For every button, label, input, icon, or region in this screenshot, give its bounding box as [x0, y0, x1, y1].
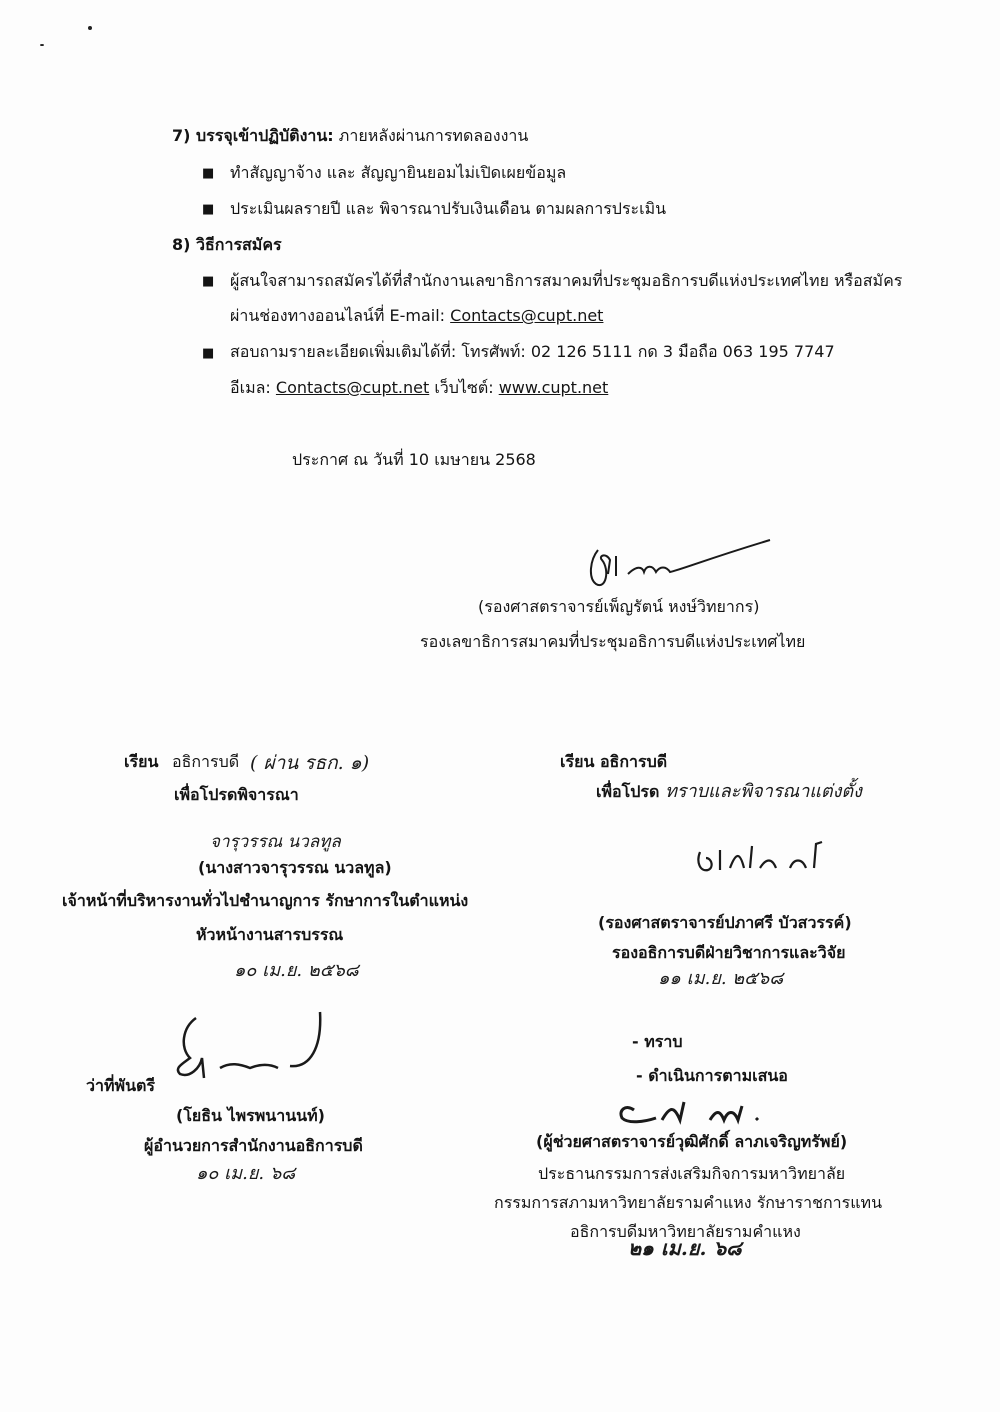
left-salutation: เรียน อธิการบดี [124, 752, 240, 771]
left-name: (นางสาวจารุวรรณ นวลทูล) [198, 858, 392, 877]
apply-line-2: ผ่านช่องทางออนไลน์ที่ E-mail: Contacts@cupt.net [230, 306, 604, 325]
announce-date: ประกาศ ณ วันที่ 10 เมษายน 2568 [292, 450, 536, 469]
apply-line-1: ผู้สนใจสามารถสมัครได้ที่สำนักงานเลขาธิการสมาคมที่ประชุมอธิการบดีแห่งประเทศไทย หรือสมัคร [230, 271, 903, 290]
signature-right [690, 832, 840, 882]
acting-name: (โยธิน ไพรพนานนท์) [176, 1106, 325, 1125]
main-signatory-title: รองเลขาธิการสมาคมที่ประชุมอธิการบดีแห่งประเทศไทย [420, 632, 806, 651]
right-name: (รองศาสตราจารย์ปภาศรี บัวสวรรค์) [598, 913, 852, 932]
website-link[interactable]: www.cupt.net [498, 378, 609, 397]
left-position-1: เจ้าหน้าที่บริหารงานทั่วไปชำนาญการ รักษาการในตำแหน่ง [62, 891, 469, 910]
right-title: รองอธิการบดีฝ่ายวิชาการและวิจัย [612, 943, 846, 962]
left-date: ๑๐ เม.ย. ๒๕๖๘ [234, 960, 359, 981]
left-handwritten-name: จารุวรรณ นวลทูล [210, 832, 341, 852]
scan-speck [40, 44, 44, 46]
decision-item-2: - ดำเนินการตามเสนอ [636, 1066, 788, 1085]
right-date: ๑๑ เม.ย. ๒๕๖๘ [658, 968, 784, 989]
acting-label: ว่าที่พันตรี [86, 1076, 155, 1095]
left-handwritten-via: ( ผ่าน รธก. ๑) [250, 752, 370, 774]
decision-title-3: อธิการบดีมหาวิทยาลัยรามคำแหง [570, 1222, 801, 1241]
left-position-2: หัวหน้างานสารบรรณ [196, 925, 344, 944]
section7-item-2: ประเมินผลรายปี และ พิจารณาปรับเงินเดือน ตามผลการประเมิน [230, 199, 667, 218]
contact-email-link[interactable]: Contacts@cupt.net [275, 378, 430, 397]
apply-email-link[interactable]: Contacts@cupt.net [450, 306, 604, 325]
acting-date: ๑๐ เม.ย. ๖๘ [196, 1163, 296, 1184]
signature-acting [160, 1008, 330, 1088]
signature-main [580, 530, 780, 600]
bullet-icon: ■ [202, 346, 215, 361]
decision-title-1: ประธานกรรมการส่งเสริมกิจการมหาวิทยาลัย [538, 1164, 846, 1183]
right-salutation: เรียน อธิการบดี [560, 752, 668, 771]
section7-item-1: ทำสัญญาจ้าง และ สัญญายินยอมไม่เปิดเผยข้อมูล [230, 163, 567, 182]
decision-title-2: กรรมการสภามหาวิทยาลัยรามคำแหง รักษาราชการแทน [494, 1193, 883, 1212]
decision-name: (ผู้ช่วยศาสตราจารย์วุฒิศักดิ์ ลาภเจริญทรัพย์) [536, 1132, 848, 1151]
right-purpose: เพื่อโปรด ทราบและพิจารณาแต่งตั้ง [596, 781, 862, 802]
scan-speck [88, 26, 92, 30]
bullet-icon: ■ [202, 166, 215, 181]
contact-line-1: สอบถามรายละเอียดเพิ่มเติมได้ที่: โทรศัพท์: 02 126 5111 กด 3 มือถือ 063 195 7747 [230, 342, 835, 361]
left-purpose: เพื่อโปรดพิจารณา [174, 785, 299, 804]
main-signatory-name: (รองศาสตราจารย์เพ็ญรัตน์ หงษ์วิทยากร) [478, 597, 760, 616]
bullet-icon: ■ [202, 202, 215, 217]
decision-item-1: - ทราบ [632, 1032, 683, 1051]
section7-heading: 7) บรรจุเข้าปฏิบัติงาน: ภายหลังผ่านการทดลองงาน [172, 126, 529, 145]
contact-line-2: อีเมล: Contacts@cupt.net เว็บไซต์: www.cupt.net [230, 378, 609, 397]
section8-heading: 8) วิธีการสมัคร [172, 235, 282, 254]
acting-title: ผู้อำนวยการสำนักงานอธิการบดี [144, 1136, 363, 1155]
signature-decision [600, 1092, 800, 1132]
decision-date: ๒๑ เม.ย. ๖๘ [628, 1236, 742, 1260]
bullet-icon: ■ [202, 274, 215, 289]
